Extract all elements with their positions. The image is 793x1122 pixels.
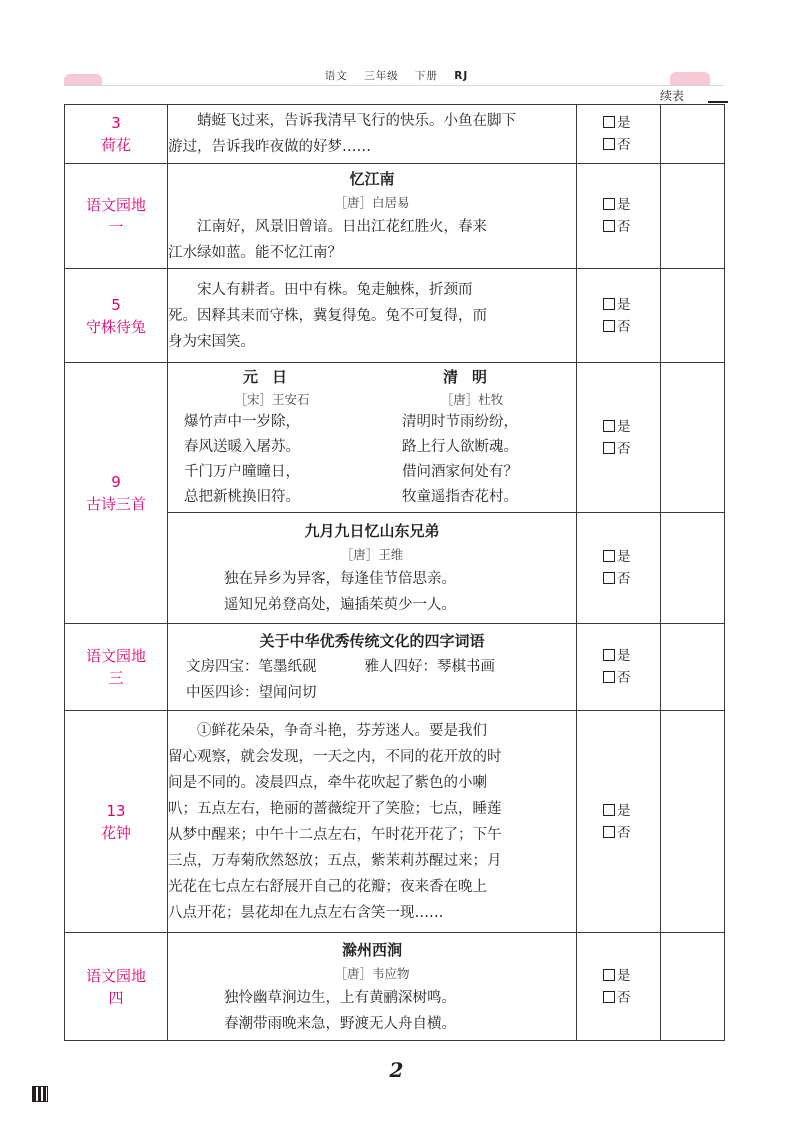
check-cell (577, 269, 661, 363)
poem-line: 总把新桃换旧符。 (184, 489, 300, 505)
check-cell (577, 164, 661, 269)
no-label: 否 (617, 670, 631, 686)
poem-line: 春潮带雨晚来急，野渡无人舟自横。 (224, 1015, 456, 1032)
checkbox-icon[interactable] (603, 116, 615, 128)
lesson-cell (65, 269, 168, 363)
no-option[interactable] (603, 822, 660, 844)
poem-line: 独在异乡为异客，每逢佳节倍思亲。 (224, 571, 456, 587)
continued-label: 续表 (660, 89, 685, 103)
checkbox-icon[interactable] (603, 420, 615, 432)
qr-code-icon (32, 1086, 48, 1102)
header-volume: 下册 (414, 70, 438, 82)
poem-line: 爆竹声中一岁除， (184, 414, 300, 430)
yes-option[interactable] (603, 546, 660, 568)
no-option[interactable] (603, 216, 660, 238)
poem-title: 忆江南 (349, 170, 395, 188)
no-label: 否 (617, 824, 631, 841)
continued-underline (708, 101, 728, 103)
poem-line: 路上行人欲断魂。 (402, 439, 518, 455)
poem-yuanri (172, 365, 372, 510)
yes-label: 是 (617, 197, 631, 213)
lesson-name: 花钟 (100, 823, 131, 842)
no-option[interactable] (603, 568, 660, 590)
table-row (65, 933, 725, 1041)
yes-option[interactable] (603, 416, 660, 438)
no-label: 否 (617, 571, 631, 587)
lesson-name: 语文园地 (85, 196, 146, 214)
yes-option[interactable] (603, 965, 660, 987)
poem-author: ［宋］王安石 (234, 392, 310, 407)
check-cell (577, 711, 661, 933)
table-row (65, 164, 725, 269)
page-number: 2 (389, 1058, 404, 1082)
idiom-item: 雅人四好：琴棋书画 (364, 659, 495, 675)
lesson-name: 守株待兔 (85, 317, 146, 336)
yes-option[interactable] (603, 645, 660, 667)
table-row (65, 105, 725, 164)
no-label: 否 (617, 137, 631, 153)
text-line: 死。因释其耒而守株，冀复得兔。兔不可复得，而 (168, 307, 487, 324)
table-row (65, 269, 725, 363)
checkbox-icon[interactable] (603, 198, 615, 210)
header-subject: 语文 (324, 70, 348, 82)
lesson-cell (65, 363, 168, 624)
poem-line: 春风送暖入屠苏。 (184, 439, 300, 455)
content-cell (168, 711, 577, 933)
recitation-table (64, 104, 725, 1041)
idiom-item: 中医四诊：望闻问切 (186, 685, 317, 701)
poem-author: ［唐］杜牧 (440, 392, 504, 407)
text-line: 游过，告诉我昨夜做的好梦…… (168, 139, 371, 155)
lesson-name: 荷花 (100, 136, 131, 154)
yes-label: 是 (617, 802, 631, 819)
notes-cell[interactable] (661, 105, 725, 164)
header-grade: 三年级 (364, 70, 399, 82)
lesson-name: 语文园地 (85, 647, 146, 665)
poem-line: 千门万户曈曈日， (184, 464, 300, 480)
table-row (65, 363, 725, 513)
yes-label: 是 (617, 549, 631, 565)
content-cell (168, 513, 577, 624)
lesson-cell (65, 711, 168, 933)
notes-cell[interactable] (661, 933, 725, 1041)
idiom-list (168, 654, 576, 706)
no-option[interactable] (603, 438, 660, 460)
checkbox-icon[interactable] (603, 550, 615, 562)
checkbox-icon[interactable] (603, 320, 615, 332)
lesson-number: 3 (111, 114, 121, 132)
check-cell (577, 933, 661, 1041)
text-line: 从梦中醒来；中午十二点左右，午时花开花了；下午 (168, 826, 502, 843)
text-line: 身为宋国笑。 (168, 333, 255, 350)
lesson-name: 古诗三首 (85, 495, 146, 513)
poem-author: ［唐］韦应物 (334, 965, 410, 981)
lesson-number: 一 (108, 218, 124, 236)
text-line: 宋人有耕者。田中有株。兔走触株，折颈而 (197, 281, 473, 298)
lesson-number: 13 (106, 801, 126, 820)
checkbox-icon[interactable] (603, 220, 615, 232)
lesson-cell (65, 164, 168, 269)
check-cell (577, 105, 661, 164)
text-line: 三点，万寿菊欣然怒放；五点，紫茉莉苏醒过来；月 (168, 852, 502, 869)
lesson-number: 9 (111, 473, 121, 491)
poem-line: 独怜幽草涧边生，上有黄鹂深树鸣。 (224, 989, 456, 1006)
content-cell (168, 164, 577, 269)
header-edition: RJ (454, 70, 469, 82)
text-line: 叭；五点左右，艳丽的蔷薇绽开了笑脸；七点，睡莲 (168, 800, 502, 817)
notes-cell[interactable] (661, 269, 725, 363)
content-cell (168, 933, 577, 1041)
notes-cell[interactable] (661, 164, 725, 269)
notes-cell[interactable] (661, 513, 725, 624)
poem-title: 九月九日忆山东兄弟 (304, 522, 440, 540)
yes-option[interactable] (603, 112, 660, 134)
text-line: 间是不同的。凌晨四点，牵牛花吹起了紫色的小喇 (168, 774, 487, 791)
no-option[interactable] (603, 316, 660, 338)
checkbox-icon[interactable] (603, 572, 615, 584)
lesson-cell (65, 933, 168, 1041)
text-line: 光花在七点左右舒展开自己的花瓣；夜来香在晚上 (168, 878, 487, 895)
yes-label: 是 (617, 967, 631, 984)
checkbox-icon[interactable] (603, 649, 615, 661)
no-option[interactable] (603, 667, 660, 689)
yes-label: 是 (617, 296, 631, 313)
notes-cell[interactable] (661, 363, 725, 513)
checkbox-icon[interactable] (603, 826, 615, 838)
no-label: 否 (617, 989, 631, 1006)
checkbox-icon[interactable] (603, 991, 615, 1003)
yes-option[interactable] (603, 294, 660, 316)
idiom-item: 文房四宝：笔墨纸砚 (186, 659, 317, 675)
text-line: 蜻蜓飞过来，告诉我清早飞行的快乐。小鱼在脚下 (197, 113, 516, 129)
poem-line: 借问酒家何处有？ (402, 464, 518, 480)
lesson-number: 5 (111, 295, 121, 314)
poem-author: ［唐］王维 (340, 547, 404, 562)
text-line: 八点开花；昙花却在九点左右含笑一现…… (168, 904, 444, 921)
checkbox-icon[interactable] (603, 804, 615, 816)
no-label: 否 (617, 219, 631, 235)
poem-qingming (372, 365, 572, 510)
text-line: 江南好，风景旧曾谙。日出江花红胜火，春来 (197, 219, 487, 235)
poem-line: 牧童遥指杏花村。 (402, 489, 518, 505)
check-cell (577, 363, 661, 513)
checkbox-icon[interactable] (603, 442, 615, 454)
no-option[interactable] (603, 987, 660, 1009)
notes-cell[interactable] (661, 624, 725, 711)
notes-cell[interactable] (661, 711, 725, 933)
yes-label: 是 (617, 115, 631, 131)
poem-line: 清明时节雨纷纷， (402, 414, 518, 430)
content-cell (168, 105, 577, 164)
poem-title: 清明 (442, 368, 501, 386)
running-header (0, 68, 793, 83)
no-label: 否 (617, 318, 631, 335)
content-cell (168, 624, 577, 711)
yes-label: 是 (617, 648, 631, 664)
text-line: 留心观察，就会发现，一天之内，不同的花开放的时 (168, 748, 502, 765)
lesson-number: 三 (108, 669, 124, 687)
section-title: 关于中华优秀传统文化的四字词语 (259, 632, 485, 650)
check-cell (577, 624, 661, 711)
table-row (65, 624, 725, 711)
check-cell (577, 513, 661, 624)
yes-label: 是 (617, 418, 631, 435)
table-row (65, 711, 725, 933)
header-rule (64, 85, 724, 86)
no-option[interactable] (603, 134, 660, 156)
poem-author: ［唐］白居易 (334, 195, 410, 210)
lesson-name: 语文园地 (85, 966, 146, 985)
yes-option[interactable] (603, 194, 660, 216)
checkbox-icon[interactable] (603, 671, 615, 683)
lesson-cell (65, 624, 168, 711)
checkbox-icon[interactable] (603, 138, 615, 150)
poem-title: 滁州西涧 (341, 940, 402, 959)
lesson-cell (65, 105, 168, 164)
poem-line: 遥知兄弟登高处，遍插茱萸少一人。 (224, 597, 456, 613)
checkbox-icon[interactable] (603, 969, 615, 981)
lesson-number: 四 (108, 988, 124, 1007)
text-line: 江水绿如蓝。能不忆江南？ (168, 245, 342, 261)
yes-option[interactable] (603, 800, 660, 822)
text-line: ①鲜花朵朵，争奇斗艳，芬芳迷人。要是我们 (197, 722, 487, 739)
content-cell (168, 269, 577, 363)
checkbox-icon[interactable] (603, 298, 615, 310)
content-cell (168, 363, 577, 513)
no-label: 否 (617, 440, 631, 457)
poem-title: 元日 (242, 368, 301, 386)
